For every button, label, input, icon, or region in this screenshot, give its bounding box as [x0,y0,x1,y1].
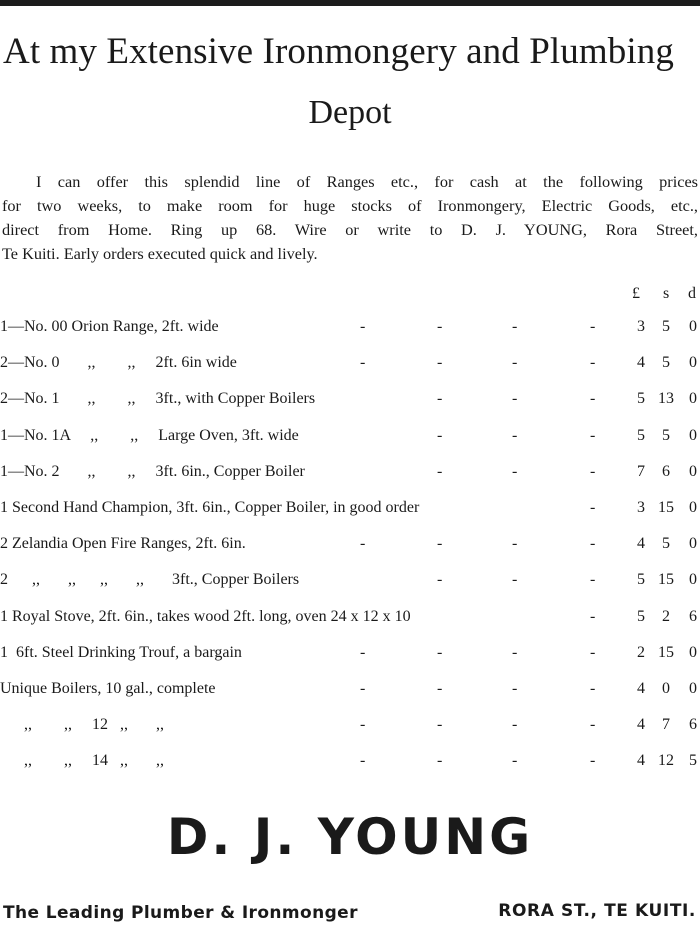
price-row [0,463,700,487]
price-pounds: 5 [637,426,645,444]
item-description: 1—No. 2 ,, ,, 3ft. 6in., Copper Boiler [0,462,305,480]
leader-dash: - [590,571,596,589]
item-description: ,, ,, 14 ,, ,, [0,752,164,770]
intro-line: I can offer this splendid line of Ranges etc., for cash at the following prices [36,172,698,191]
leader-dash: - [590,318,596,335]
price-shillings: 5 [662,426,670,444]
item-description: 1—No. 1A ,, ,, Large Oven, 3ft. wide [0,426,299,444]
leader-dash: - [590,426,596,444]
leader-dash: - [437,643,443,661]
price-row [0,318,700,342]
leader-dash: - [512,680,518,697]
leader-dash: - [437,318,443,335]
leader-dash: - [590,499,596,516]
leader-dash: - [437,752,443,770]
price-shillings: 5 [662,354,670,372]
price-row [0,680,700,704]
leader-dash: - [437,716,443,734]
price-row [0,354,700,378]
item-description: ,, ,, 12 ,, ,, [0,716,164,734]
item-description: 1 Royal Stove, 2ft. 6in., takes wood 2ft. long, oven 24 x 12 x 10 [0,607,411,625]
item-description: 2—No. 1 ,, ,, 3ft., with Copper Boilers [0,390,316,408]
leader-dash: - [590,680,596,697]
leader-dash: - [512,752,518,770]
price-pounds: 4 [637,535,645,553]
leader-dash: - [590,535,596,553]
price-pence: 0 [689,462,697,480]
price-shillings: 15 [658,571,674,589]
item-description: Unique Boilers, 10 gal., complete [0,680,216,697]
leader-dash: - [590,354,596,372]
price-row [0,716,700,740]
price-pence: 6 [689,607,697,625]
price-pence: 0 [689,499,697,516]
price-pounds: 4 [637,680,645,697]
price-pounds: 4 [637,354,645,372]
intro-line: Te Kuiti. Early orders executed quick and lively. [2,244,318,263]
price-pounds: 4 [637,716,645,734]
price-pence: 0 [689,643,697,661]
item-description: 1 Second Hand Champion, 3ft. 6in., Copper Boiler, in good order [0,499,420,516]
advertiser-name: D. J. YOUNG [166,808,534,866]
price-row [0,499,700,523]
price-shillings: 15 [658,499,674,516]
price-pence: 0 [689,680,697,697]
leader-dash: - [437,390,443,408]
price-row [0,390,700,414]
leader-dash: - [512,571,518,589]
item-description: 1—No. 00 Orion Range, 2ft. wide [0,318,219,335]
price-pence: 5 [689,752,697,770]
leader-dash: - [590,607,596,625]
price-pounds: 4 [637,752,645,770]
price-shillings: 13 [658,390,674,408]
intro-paragraph [2,170,698,266]
price-shillings: 15 [658,643,674,661]
leader-dash: - [360,318,366,335]
leader-dash: - [512,716,518,734]
leader-dash: - [512,390,518,408]
leader-dash: - [590,390,596,408]
leader-dash: - [512,535,518,553]
price-pence: 0 [689,426,697,444]
leader-dash: - [360,716,366,734]
leader-dash: - [437,680,443,697]
leader-dash: - [590,643,596,661]
leader-dash: - [360,643,366,661]
price-row [0,427,700,451]
leader-dash: - [512,318,518,335]
header-shillings: s [663,285,670,302]
leader-dash: - [360,752,366,770]
leader-dash: - [590,752,596,770]
leader-dash: - [590,716,596,734]
leader-dash: - [437,462,443,480]
price-row [0,752,700,776]
price-row [0,608,700,632]
leader-dash: - [437,571,443,589]
price-pence: 0 [689,390,697,408]
price-pounds: 3 [637,499,645,516]
price-shillings: 12 [658,752,674,770]
footer-address: RORA ST., TE KUITI. [498,901,696,921]
price-pounds: 7 [637,462,645,480]
price-pence: 0 [689,354,697,372]
price-pounds: 5 [637,390,645,408]
header-pence: d [688,285,696,302]
price-pounds: 5 [637,607,645,625]
leader-dash: - [590,462,596,480]
price-shillings: 6 [662,462,670,480]
price-shillings: 0 [662,680,670,697]
item-description: 1 6ft. Steel Drinking Trouf, a bargain [0,643,242,661]
leader-dash: - [437,426,443,444]
price-pence: 0 [689,318,697,335]
leader-dash: - [512,354,518,372]
price-row [0,644,700,668]
footer-tagline: The Leading Plumber & Ironmonger [3,903,358,923]
price-pounds: 3 [637,318,645,335]
leader-dash: - [360,680,366,697]
item-description: 2 ,, ,, ,, ,, 3ft., Copper Boilers [0,571,300,589]
price-pounds: 5 [637,571,645,589]
price-shillings: 2 [662,607,670,625]
leader-dash: - [360,535,366,553]
leader-dash: - [437,535,443,553]
price-row [0,571,700,595]
top-rule [0,0,700,6]
intro-line: for two weeks, to make room for huge stocks of Ironmongery, Electric Goods, etc., [2,196,698,215]
price-row [0,535,700,559]
price-shillings: 5 [662,318,670,335]
leader-dash: - [512,462,518,480]
headline-line-2: Depot [308,94,392,131]
price-shillings: 5 [662,535,670,553]
leader-dash: - [512,426,518,444]
headline-line-1: At my Extensive Ironmongery and Plumbing [3,31,674,72]
item-description: 2—No. 0 ,, ,, 2ft. 6in wide [0,354,237,372]
price-pence: 6 [689,716,697,734]
leader-dash: - [360,354,366,372]
price-pence: 0 [689,571,697,589]
header-pounds: £ [632,285,640,302]
leader-dash: - [437,354,443,372]
leader-dash: - [512,643,518,661]
price-pence: 0 [689,535,697,553]
price-pounds: 2 [637,643,645,661]
item-description: 2 Zelandia Open Fire Ranges, 2ft. 6in. [0,535,246,553]
intro-line: direct from Home. Ring up 68. Wire or write to D. J. YOUNG, Rora Street, [2,220,698,239]
price-shillings: 7 [662,716,670,734]
